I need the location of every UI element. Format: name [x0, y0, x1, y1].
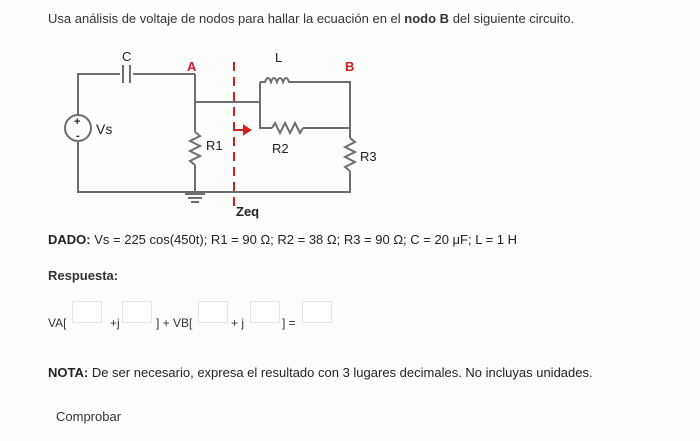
question-suffix: del siguiente circuito. [452, 11, 575, 26]
plus-j-label-1: +j [110, 316, 120, 330]
nota-label: NOTA: [48, 365, 89, 380]
label-l: L [275, 50, 283, 65]
va-label: VA[ [48, 316, 67, 330]
plus-sign: + [74, 116, 81, 128]
result-input[interactable] [302, 301, 332, 323]
given-data [48, 232, 517, 247]
minus-sign: - [76, 130, 80, 142]
dado-text: Vs = 225 cos(450t); R1 = 90 Ω; R2 = 38 Ω; R3 = 90 Ω; C = 20 μF; L = 1 H [94, 232, 518, 247]
vb-real-input[interactable] [198, 301, 228, 323]
note [48, 365, 593, 380]
answer-row [48, 300, 348, 328]
question-bold: nodo B [404, 11, 450, 26]
respuesta-label: Respuesta: [48, 268, 119, 283]
close-equals-label: ] = [282, 316, 296, 330]
label-b: B [345, 59, 355, 74]
label-vs: Vs [96, 121, 113, 137]
label-r2: R2 [272, 141, 289, 156]
label-r1: R1 [206, 138, 223, 153]
comprobar-button[interactable]: Comprobar [56, 409, 122, 424]
circuit-diagram [60, 44, 390, 229]
close-plus-vb-label: ] + VB[ [156, 316, 193, 330]
label-r3: R3 [360, 149, 377, 164]
label-a: A [187, 59, 197, 74]
question-text [48, 11, 574, 26]
va-real-input[interactable] [72, 301, 102, 323]
nota-text: De ser necesario, expresa el resultado con 3 lugares decimales. No incluyas unidades. [91, 365, 593, 380]
question-prefix: Usa análisis de voltaje de nodos para hallar la ecuación en el [48, 11, 401, 26]
label-zeq: Zeq [236, 204, 260, 219]
plus-j-label-2: + j [231, 316, 245, 330]
label-c: C [122, 49, 132, 64]
vb-imag-input[interactable] [250, 301, 280, 323]
va-imag-input[interactable] [122, 301, 152, 323]
dado-label: DADO: [48, 232, 91, 247]
